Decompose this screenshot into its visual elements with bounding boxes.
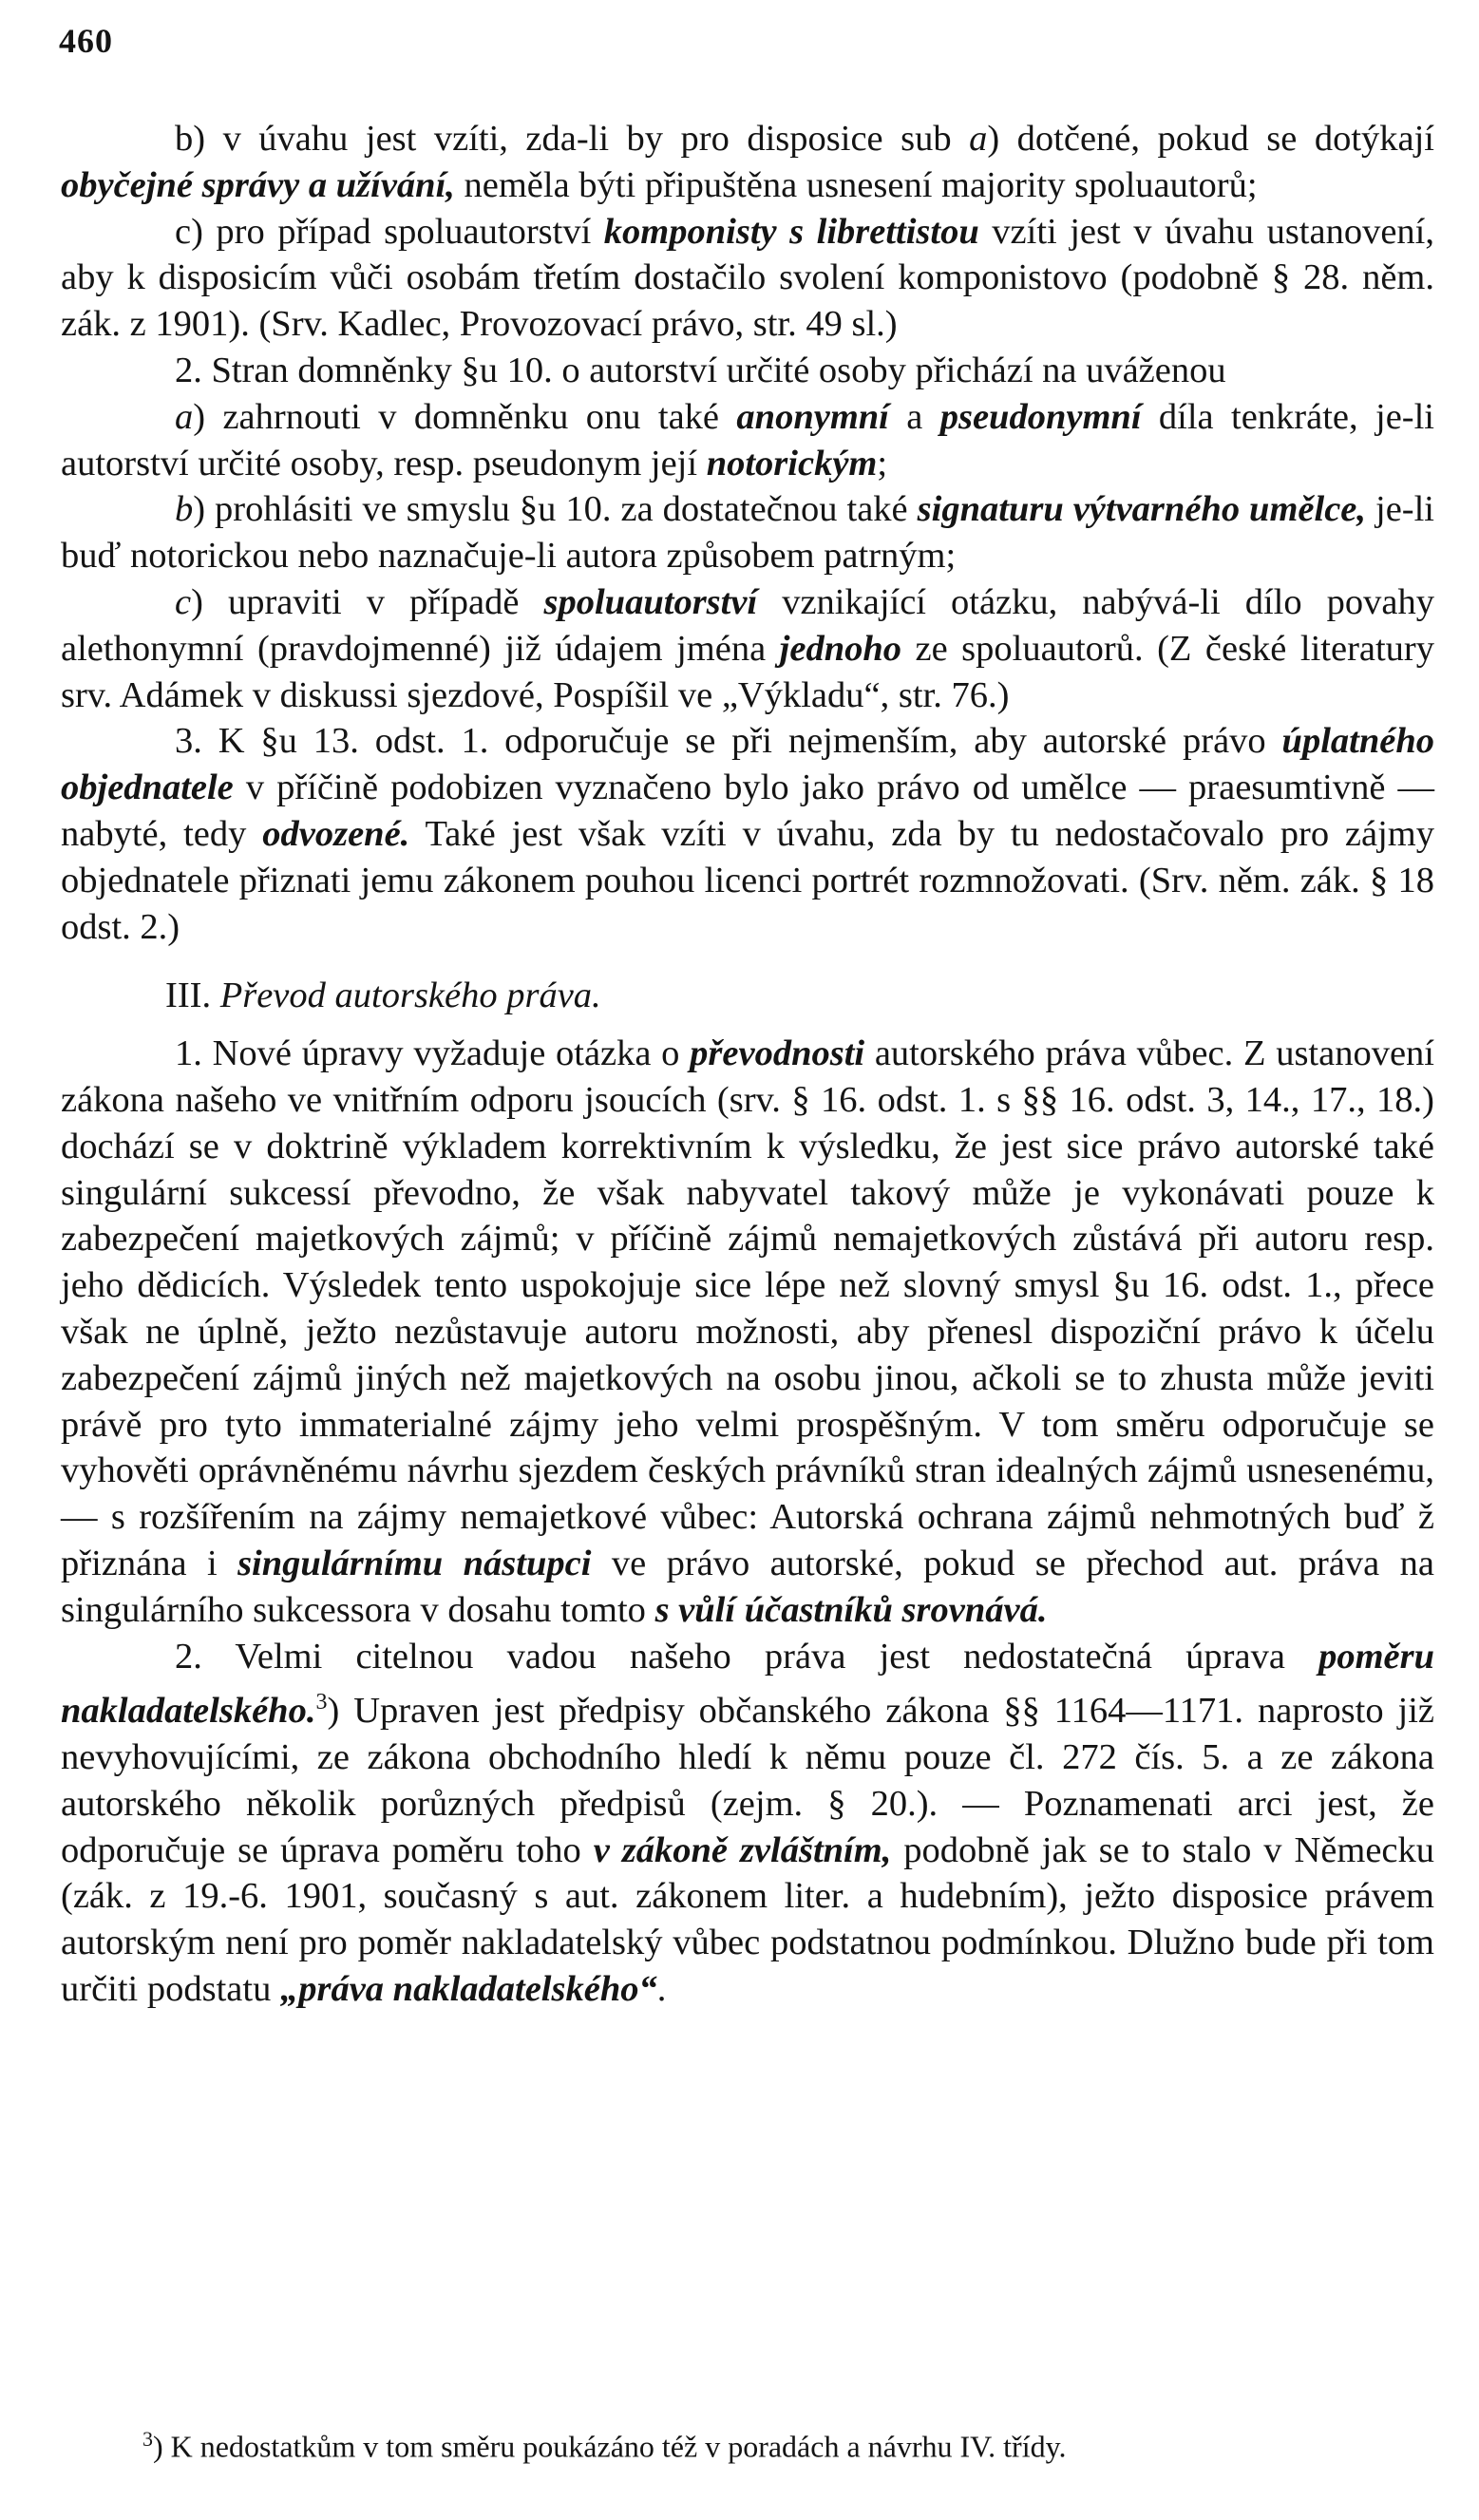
text-run: podobně jak se to stalo v Německu (zák. z 19.-6. 1901, současný s aut. zákonem liter. a hudebním), ježto disposice právem autorským není pro poměr nakladatelský vůbec podstatnou podmínkou. Dlužno bude při tom určiti podstatu: [61, 1829, 1434, 2009]
text-run: 3. K §u 13. odst. 1. odporučuje se při nejmenším, aby autorské právo: [175, 721, 1282, 762]
paragraph-iii-1: [61, 1031, 1434, 1633]
text-run: 2. Velmi citelnou vadou našeho práva jest nedostatečná úprava: [175, 1636, 1319, 1677]
text-run: b) v úvahu jest vzíti, zda-li by pro disposice sub: [175, 119, 970, 159]
emphasis: „práva nakladatelského“: [279, 1968, 657, 2009]
text-run: a: [888, 396, 940, 437]
text-run: ) upraviti v případě: [191, 581, 544, 622]
text-run: ) dotčené, pokud se dotýkají: [987, 119, 1434, 159]
paragraph-1c: [61, 209, 1434, 348]
section-title: Převod autorského práva.: [219, 976, 601, 1016]
emphasis: v zákoně zvláštním,: [593, 1829, 892, 1870]
text-run: ) Upraven jest předpisy občanského zákona §§ 1164—1171. naprosto již nevyhovujícími, ze zákona obchodního hledí k němu pouze čl. 272 čís. 5. a ze zákona autorského několik porůzných předpisů (zejm. § 20.). — Poznamenati arci jest, že odporučuje se úprava poměru toho: [61, 1691, 1434, 1870]
text-run: c) pro případ spoluautorství: [175, 211, 604, 252]
text-run: c: [175, 581, 192, 622]
emphasis: obyčejné správy a užívání,: [61, 164, 455, 205]
paragraph-2b: [61, 486, 1434, 579]
emphasis: odvozené.: [262, 813, 410, 854]
text-run: b: [175, 489, 194, 530]
emphasis: poměru nakladatelského.: [61, 1636, 1434, 1732]
emphasis: s vůlí účastníků srovnává.: [654, 1589, 1048, 1630]
emphasis: pseudonymní: [939, 396, 1142, 437]
paragraph-2c: [61, 579, 1434, 718]
text-run: vzíti jest v úvahu ustanovení, aby k disposicím vůči osobám třetím dostačilo svolení komponistovo (podobně § 28. něm. zák. z 1901). (Srv. Kadlec, Provozovací právo, str. 49 sl.): [61, 211, 1434, 345]
text-run: a: [175, 396, 194, 437]
emphasis: jednoho: [779, 628, 902, 669]
text-run: a: [969, 119, 988, 159]
text-run: v příčině podobizen vyznačeno bylo jako právo od umělce — praesumtivně — nabyté, tedy: [61, 767, 1434, 854]
footnote-text: ) K nedostatkům v tom směru poukázáno též v poradách a návrhu IV. třídy.: [153, 2429, 1067, 2464]
section-number: III.: [165, 976, 220, 1016]
text-run: ze spoluautorů. (Z české literatury srv. Adámek v diskussi sjezdové, Pospíšil ve „Výkladu“, str. 76.): [61, 628, 1434, 715]
text-run: vznikající otázku, nabývá-li dílo povahy alethonymní (pravdojmenné) již údajem jména: [61, 581, 1434, 669]
footnote-mark: 3: [142, 2427, 153, 2451]
text-run: autorského práva vůbec. Z ustanovení zákona našeho ve vnitřním odporu jsoucích (srv. § 16. odst. 1. s §§ 16. odst. 3, 14., 17., 18.) dochází se v doktrině výkladem korrektivním k výsledku, že jest sice právo autorské také singulární sukcessí převodno, že však nabyvatel takový může je vykonávati pouze k zabezpečení majetkových zájmů; v příčině zájmů nemajetkových zůstává při autoru resp. jeho dědicích. Výsledek tento uspokojuje sice lépe než slovný smysl §u 16. odst. 1., přece však ne úplně, ježto nezůstavuje autoru možnosti, aby přenesl dispoziční právo k účelu zabezpečení zájmů jiných než majetkových na osobu jinou, ačkoli se to zhusta může jeviti právě pro tyto immaterialné zájmy jeho velmi prospěšným. V tom směru odporučuje se vyhověti oprávněnému návrhu sjezdem českých právníků stran idealných zájmů usnesenému, — s rozšířením na zájmy nemajetkové vůbec: Autorská ochrana zájmů nehmotných buď ž přiznána i: [61, 1033, 1434, 1583]
paragraph-3: [61, 718, 1434, 950]
emphasis: převodnosti: [690, 1033, 865, 1074]
paragraph-iii-2: [61, 1634, 1434, 2013]
paragraph-2a: [61, 394, 1434, 487]
emphasis: signaturu výtvarného umělce,: [917, 489, 1367, 530]
text-run: ) zahrnouti v domněnku onu také: [193, 396, 737, 437]
body-text: [61, 116, 1434, 2013]
text-run: ve právo autorské, pokud se přechod aut. práva na singulárního sukcessora v dosahu tomto: [61, 1543, 1434, 1630]
text-run: ) prohlásiti ve smyslu §u 10. za dostatečnou také: [193, 489, 918, 530]
text-run: je-li buď notorickou nebo naznačuje-li autora způsobem patrným;: [61, 489, 1434, 577]
emphasis: singulárnímu nástupci: [237, 1543, 592, 1583]
emphasis: komponisty s librettistou: [603, 211, 979, 252]
emphasis: úplatného objednatele: [61, 721, 1434, 808]
text-run: ;: [877, 443, 888, 483]
page-number: 460: [59, 22, 113, 60]
text-run: 1. Nové úpravy vyžaduje otázka o: [175, 1033, 691, 1074]
footnote-ref: 3: [315, 1690, 328, 1715]
text-run: neměla býti připuštěna usnesení majority spoluautorů;: [454, 164, 1258, 205]
footnote: [142, 2420, 1434, 2466]
paragraph-1b: [61, 116, 1434, 209]
paragraph-2: 2. Stran domněnky §u 10. o autorství určité osoby přichází na uváženou: [175, 350, 1226, 390]
section-heading: [61, 973, 1434, 1019]
text-run: Také jest však vzíti v úvahu, zda by tu nedostačovalo pro zájmy objednatele přiznati jemu zákonem pouhou licenci portrét rozmnožovati. (Srv. něm. zák. § 18 odst. 2.): [61, 813, 1434, 947]
text-run: díla tenkráte, je-li autorství určité osoby, resp. pseudonym její: [61, 396, 1435, 483]
text-run: .: [656, 1968, 667, 2009]
emphasis: anonymní: [736, 396, 889, 437]
emphasis: spoluautorství: [543, 581, 758, 622]
emphasis: notorickým: [706, 443, 878, 483]
